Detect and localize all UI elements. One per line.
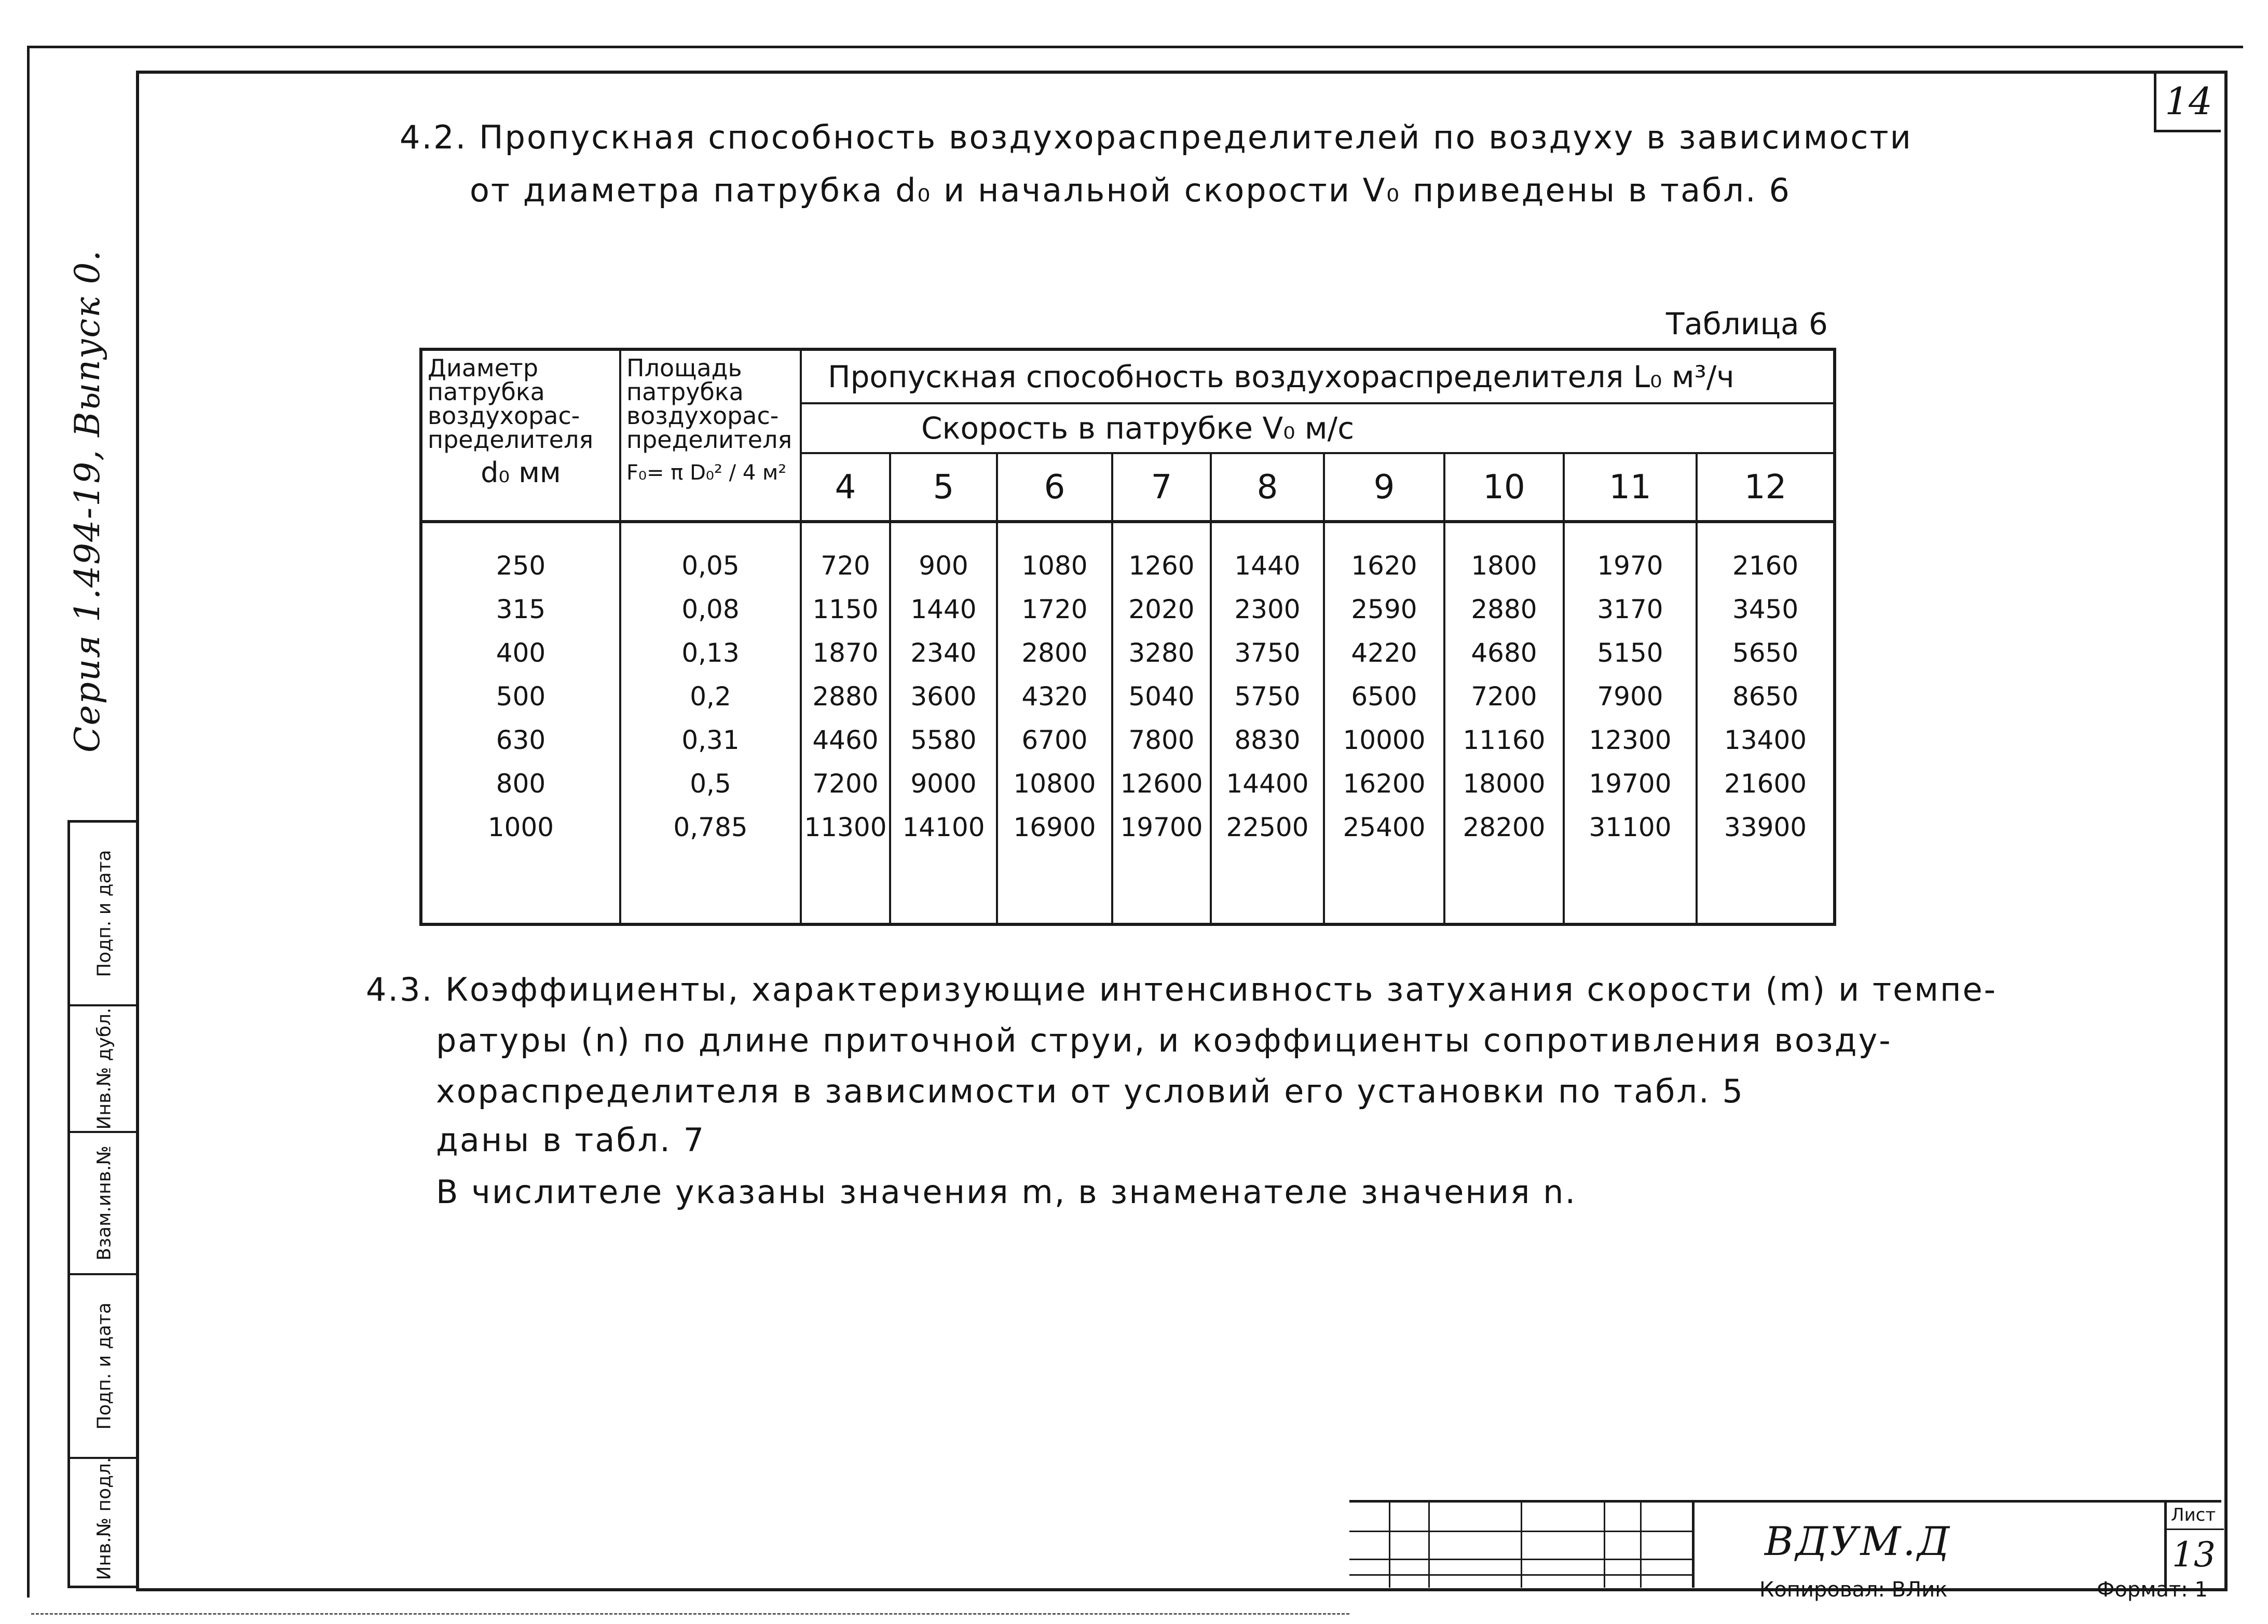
outer-frame-top	[27, 46, 2243, 48]
capacity-value: 1080	[1021, 551, 1088, 581]
header-area	[620, 349, 801, 522]
speed-col-header: 7	[1112, 453, 1211, 522]
capacity-value: 3750	[1234, 638, 1301, 668]
capacity-value: 5580	[910, 725, 977, 755]
capacity-value: 5150	[1597, 638, 1663, 668]
area-value: 0,5	[690, 769, 731, 799]
side-cell-dup-inv	[70, 1006, 139, 1133]
diameter-value: 250	[496, 551, 546, 581]
grid-line	[2167, 1529, 2224, 1530]
capacity-value: 11160	[1463, 725, 1546, 755]
capacity-value: 1720	[1021, 594, 1088, 624]
capacity-value: 2800	[1021, 638, 1088, 668]
header-text: пределителя	[428, 426, 594, 454]
side-cell-label: Взам.инв.№	[93, 1145, 115, 1261]
para-4-3-line1: 4.3. Коэффициенты, характеризующие интенсивность затухания скорости (m) и темпе-	[366, 971, 1998, 1008]
capacity-value: 900	[919, 551, 968, 581]
grid-line	[1640, 1503, 1642, 1588]
diameter-value: 630	[496, 725, 546, 755]
capacity-value: 13400	[1724, 725, 1807, 755]
capacity-value: 3280	[1128, 638, 1195, 668]
side-cell-label: Инв.№ дубл.	[93, 1007, 115, 1130]
copied-by: Копировал: ВЛик	[1759, 1578, 1948, 1602]
grid-line	[1428, 1503, 1430, 1588]
side-stamp	[67, 820, 139, 1588]
header-diameter	[421, 349, 620, 522]
capacity-value: 7200	[812, 769, 879, 799]
capacity-value: 1970	[1597, 551, 1663, 581]
footer-dashed-line	[31, 1613, 1349, 1615]
area-column	[620, 522, 801, 924]
capacity-value: 33900	[1724, 812, 1807, 842]
para-4-2-line1: 4.2. Пропускная способность воздухораспределителей по воздуху в зависимости	[400, 118, 1912, 156]
header-text: пределителя	[626, 426, 793, 454]
capacity-value: 10800	[1013, 769, 1096, 799]
speed-col-header: 11	[1564, 453, 1697, 522]
capacity-value: 4320	[1021, 681, 1088, 712]
capacity-column-v6	[997, 522, 1112, 924]
header-speed: Скорость в патрубке V₀ м/с	[801, 403, 1835, 453]
side-cell-replace-inv	[70, 1133, 139, 1275]
capacity-value: 1150	[812, 594, 879, 624]
grid-line	[1604, 1503, 1605, 1588]
outer-frame-left	[27, 46, 30, 1598]
capacity-value: 2020	[1128, 594, 1195, 624]
capacity-value: 1440	[1234, 551, 1301, 581]
side-cell-label: Подп. и дата	[93, 850, 115, 977]
para-4-2-line2: от диаметра патрубка d₀ и начальной скорости V₀ приведены в табл. 6	[470, 171, 1791, 209]
speed-col-header: 5	[890, 453, 997, 522]
para-4-3-line3: хораспределителя в зависимости от условий его установки по табл. 5	[436, 1072, 1744, 1110]
capacity-value: 6700	[1021, 725, 1088, 755]
capacity-column-v9	[1324, 522, 1444, 924]
header-capacity: Пропускная способность воздухораспределителя L₀ м³/ч	[801, 349, 1835, 403]
capacity-value: 8830	[1234, 725, 1301, 755]
diameter-value: 800	[496, 769, 546, 799]
capacity-value: 14400	[1226, 769, 1309, 799]
capacity-value: 7800	[1128, 725, 1195, 755]
area-value: 0,08	[681, 594, 740, 624]
capacity-value: 2340	[910, 638, 977, 668]
page-number: 14	[2154, 73, 2221, 132]
capacity-value: 6500	[1351, 681, 1417, 712]
capacity-column-v7	[1112, 522, 1211, 924]
capacity-value: 4220	[1351, 638, 1417, 668]
header-text: воздухорас-	[428, 402, 580, 430]
capacity-value: 1260	[1128, 551, 1195, 581]
area-value: 0,785	[673, 812, 748, 842]
capacity-value: 2300	[1234, 594, 1301, 624]
capacity-value: 1440	[910, 594, 977, 624]
capacity-value: 1800	[1471, 551, 1537, 581]
capacity-table	[419, 348, 1836, 926]
side-cell-sign-date-2	[70, 1275, 139, 1459]
capacity-value: 2590	[1351, 594, 1417, 624]
area-value: 0,2	[690, 681, 731, 712]
capacity-value: 16200	[1343, 769, 1426, 799]
capacity-value: 19700	[1589, 769, 1672, 799]
area-value: 0,31	[681, 725, 740, 755]
para-4-3-line2: ратуры (n) по длине приточной струи, и коэффициенты сопротивления возду-	[436, 1021, 1892, 1059]
capacity-value: 28200	[1463, 812, 1546, 842]
capacity-value: 12600	[1120, 769, 1203, 799]
header-text: патрубка	[626, 378, 744, 406]
capacity-value: 14100	[902, 812, 985, 842]
capacity-column-v12	[1697, 522, 1835, 924]
capacity-value: 18000	[1463, 769, 1546, 799]
capacity-value: 5040	[1128, 681, 1195, 712]
capacity-column-v11	[1564, 522, 1697, 924]
diameter-value: 315	[496, 594, 546, 624]
capacity-value: 5650	[1732, 638, 1799, 668]
capacity-value: 2880	[1471, 594, 1537, 624]
header-text: воздухорас-	[626, 402, 779, 430]
header-text: Диаметр	[428, 354, 539, 382]
capacity-value: 4680	[1471, 638, 1537, 668]
diameter-value: 400	[496, 638, 546, 668]
para-4-3-line5: В числителе указаны значения m, в знаменателе значения n.	[436, 1173, 1577, 1211]
diameter-value: 1000	[487, 812, 554, 842]
title-block-grid	[1349, 1503, 1695, 1588]
capacity-value: 8650	[1732, 681, 1799, 712]
capacity-value: 1870	[812, 638, 879, 668]
capacity-value: 21600	[1724, 769, 1807, 799]
header-formula: F₀= π D₀² / 4 м²	[626, 461, 787, 485]
capacity-column-v5	[890, 522, 997, 924]
capacity-value: 3170	[1597, 594, 1663, 624]
capacity-value: 720	[821, 551, 870, 581]
header-text: патрубка	[428, 378, 545, 406]
capacity-value: 4460	[812, 725, 879, 755]
side-cell-sign-date-1	[70, 823, 139, 1006]
capacity-value: 2880	[812, 681, 879, 712]
sheet-number: 13	[2172, 1535, 2216, 1575]
side-cell-orig-inv	[70, 1459, 139, 1578]
diameter-value: 500	[496, 681, 546, 712]
capacity-value: 19700	[1120, 812, 1203, 842]
capacity-column-v10	[1444, 522, 1564, 924]
capacity-value: 16900	[1013, 812, 1096, 842]
capacity-value: 1620	[1351, 551, 1417, 581]
table-title: Таблица 6	[1666, 306, 1828, 342]
capacity-value: 3600	[910, 681, 977, 712]
capacity-column-v4	[801, 522, 890, 924]
area-value: 0,05	[681, 551, 740, 581]
para-4-3-line4: даны в табл. 7	[436, 1121, 706, 1159]
title-block	[1349, 1500, 2221, 1591]
capacity-value: 11300	[804, 812, 887, 842]
capacity-value: 2160	[1732, 551, 1799, 581]
format-label: Формат: 1	[2097, 1578, 2208, 1602]
speed-col-header: 10	[1444, 453, 1564, 522]
speed-col-header: 4	[801, 453, 890, 522]
capacity-value: 22500	[1226, 812, 1309, 842]
capacity-column-v8	[1211, 522, 1324, 924]
series-label: Серия 1.494-19, Выпуск 0.	[67, 249, 107, 753]
side-cell-label: Подп. и дата	[93, 1302, 115, 1430]
capacity-value: 5750	[1234, 681, 1301, 712]
capacity-value: 25400	[1343, 812, 1426, 842]
grid-line	[1389, 1503, 1390, 1588]
sheet-label: Лист	[2171, 1505, 2216, 1525]
capacity-value: 31100	[1589, 812, 1672, 842]
capacity-value: 10000	[1343, 725, 1426, 755]
capacity-value: 12300	[1589, 725, 1672, 755]
header-unit: d₀ мм	[481, 456, 561, 489]
capacity-value: 3450	[1732, 594, 1799, 624]
capacity-value: 9000	[910, 769, 977, 799]
speed-col-header: 12	[1697, 453, 1835, 522]
capacity-value: 7900	[1597, 681, 1663, 712]
area-value: 0,13	[681, 638, 740, 668]
speed-col-header: 8	[1211, 453, 1324, 522]
header-text: Площадь	[626, 354, 742, 382]
document-code: ВДУМ.Д	[1765, 1518, 1952, 1564]
diameter-column	[421, 522, 620, 924]
speed-col-header: 9	[1324, 453, 1444, 522]
speed-col-header: 6	[997, 453, 1112, 522]
grid-line	[1521, 1503, 1522, 1588]
side-cell-label: Инв.№ подл.	[93, 1457, 115, 1580]
sheet-box	[2164, 1503, 2224, 1588]
capacity-value: 7200	[1471, 681, 1537, 712]
